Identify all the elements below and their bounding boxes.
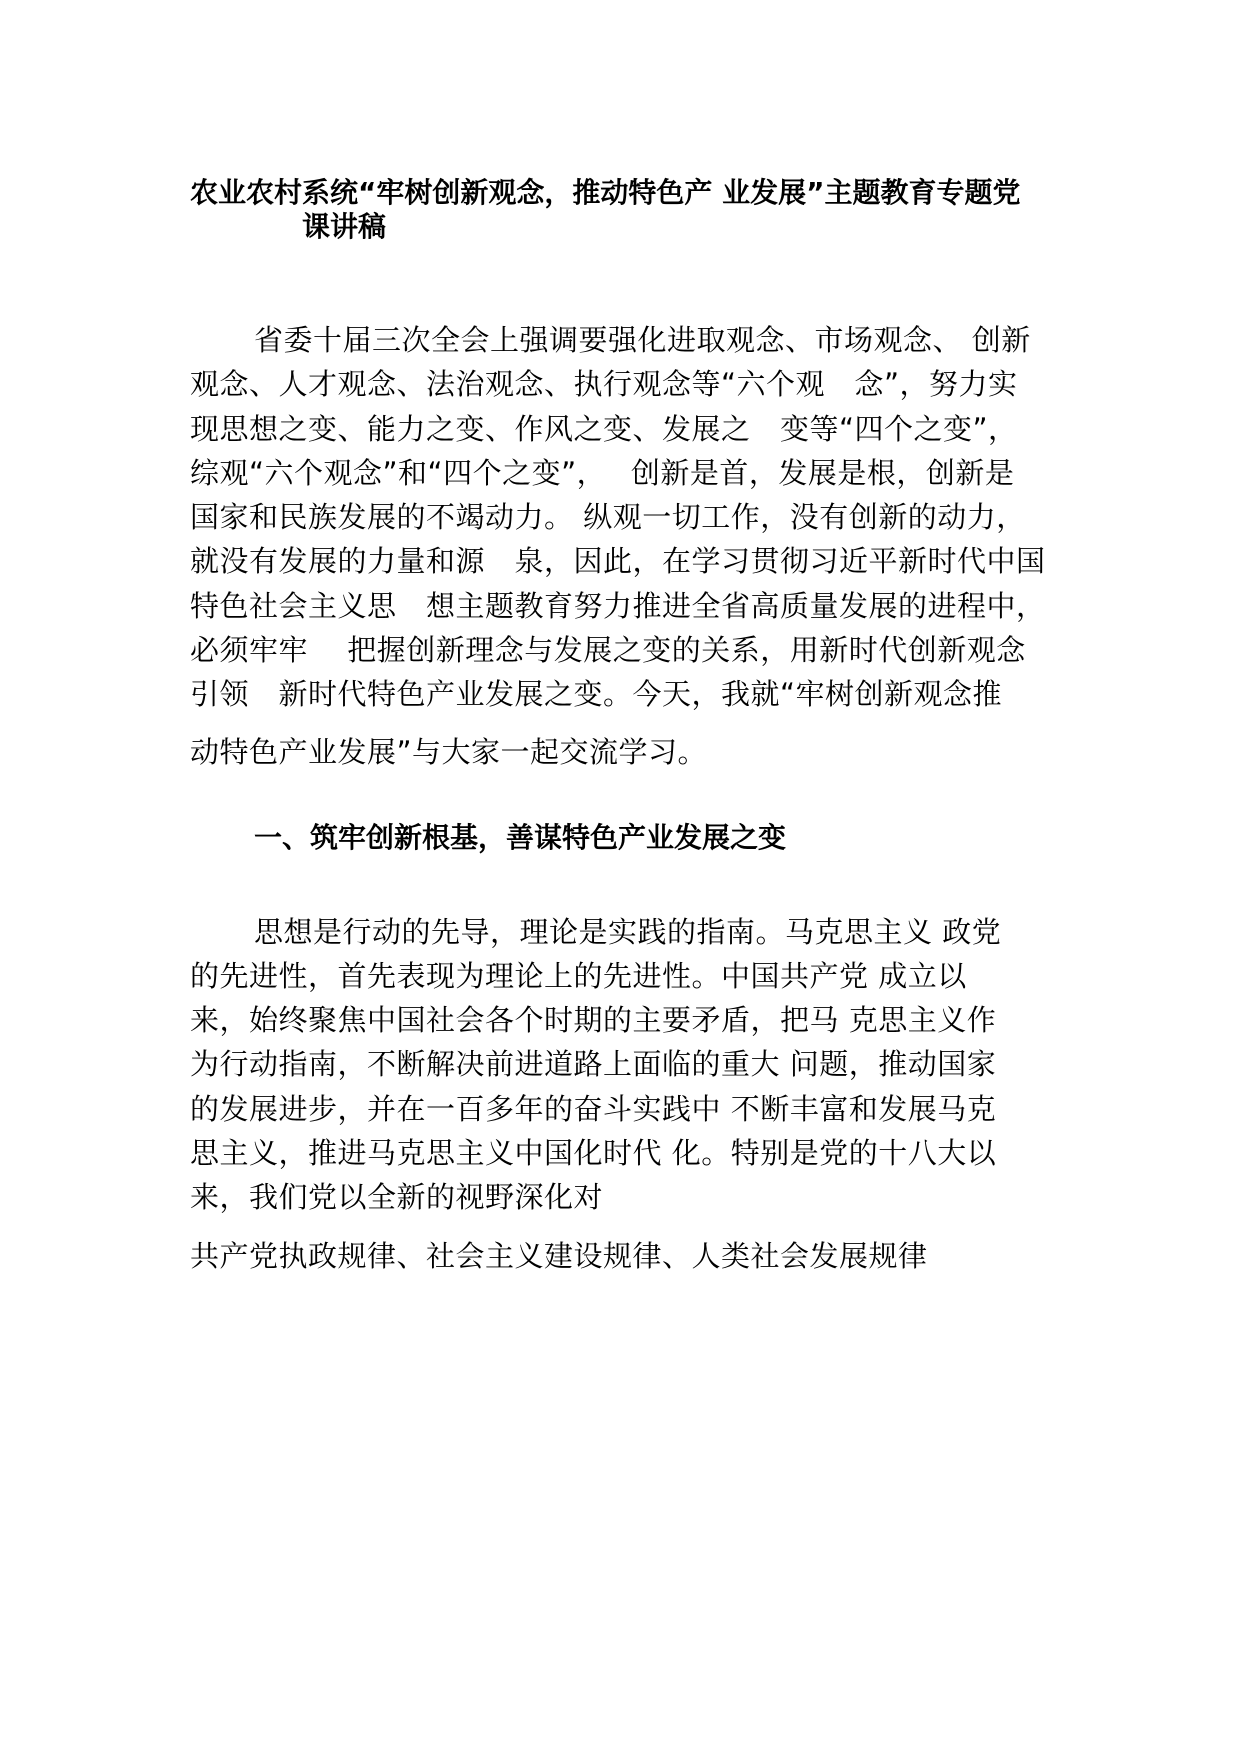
- paragraph-1-line-1: 省委十届三次全会上强调要强化进取观念、市场观念、 创新: [254, 323, 1031, 357]
- paragraph-2-line-6: 思主义，推进马克思主义中国化时代 化。特别是党的十八大以: [190, 1136, 997, 1170]
- paragraph-1-line-8: 必须牢牢 把握创新理念与发展之变的关系，用新时代创新观念: [190, 633, 1026, 667]
- paragraph-2-line-8: 共产党执政规律、社会主义建设规律、人类社会发展规律: [190, 1239, 928, 1273]
- document-title-line-1: 农业农村系统“牢树创新观念，推动特色产 业发展”主题教育专题党: [190, 176, 1021, 209]
- paragraph-1-line-9: 引领 新时代特色产业发展之变。今天，我就“牢树创新观念推: [190, 677, 1003, 711]
- paragraph-2-line-2: 的先进性，首先表现为理论上的先进性。中国共产党 成立以: [190, 959, 967, 993]
- paragraph-1-line-5: 国家和民族发展的不竭动力。 纵观一切工作，没有创新的动力，: [190, 500, 1026, 534]
- paragraph-2-line-1: 思想是行动的先导，理论是实践的指南。马克思主义 政党: [254, 915, 1002, 949]
- paragraph-2-line-4: 为行动指南，不断解决前进道路上面临的重大 问题，推动国家: [190, 1047, 997, 1081]
- paragraph-2-line-3: 来，始终聚焦中国社会各个时期的主要矛盾，把马 克思主义作: [190, 1003, 997, 1037]
- paragraph-1-line-6: 就没有发展的力量和源 泉，因此，在学习贯彻习近平新时代中国: [190, 544, 1046, 578]
- paragraph-1-line-7: 特色社会主义思 想主题教育努力推进全省高质量发展的进程中，: [190, 589, 1046, 623]
- paragraph-2-line-7: 来，我们党以全新的视野深化对: [190, 1180, 604, 1214]
- paragraph-1-line-2: 观念、人才观念、法治观念、执行观念等“六个观 念”，努力实: [190, 367, 1018, 401]
- document-title-line-2: 课讲稿: [302, 210, 387, 243]
- section-heading-1: 一、筑牢创新根基，善谋特色产业发展之变: [254, 821, 787, 854]
- paragraph-1-line-3: 现思想之变、能力之变、作风之变、发展之 变等“四个之变”，: [190, 412, 1018, 446]
- paragraph-2-line-5: 的发展进步，并在一百多年的奋斗实践中 不断丰富和发展马克: [190, 1092, 997, 1126]
- paragraph-1-line-4: 综观“六个观念”和“四个之变”， 创新是首，发展是根，创新是: [190, 456, 1015, 490]
- paragraph-1-line-10: 动特色产业发展”与大家一起交流学习。: [190, 735, 708, 769]
